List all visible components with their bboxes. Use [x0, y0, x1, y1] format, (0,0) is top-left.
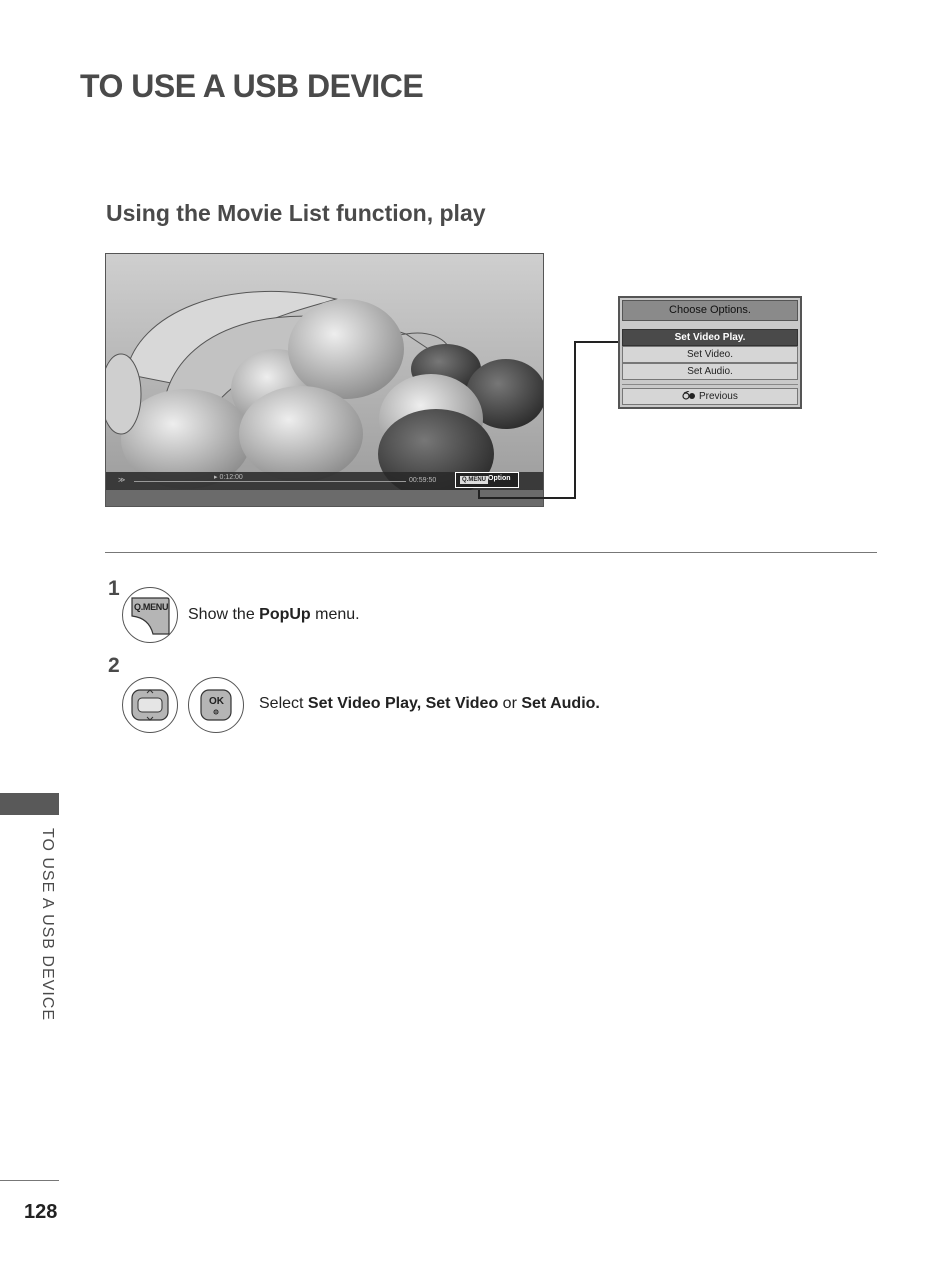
- qmenu-key-icon: [123, 588, 177, 642]
- nav-arrows-remote-button: [122, 677, 178, 733]
- option-label: Option: [488, 475, 511, 482]
- qmenu-remote-button: [122, 587, 178, 643]
- chapter-tab-marker: [0, 793, 59, 815]
- total-time: 00:59:50: [409, 477, 437, 484]
- step-2-text: [259, 695, 600, 713]
- step-2-text-pre: Select: [259, 695, 308, 712]
- menu-previous-button[interactable]: [622, 388, 798, 405]
- step-1-text-pre: Show the: [188, 606, 260, 623]
- page-number: 128: [24, 1201, 58, 1223]
- menu-item-set-video[interactable]: Set Video.: [622, 346, 798, 363]
- popup-menu: [618, 296, 802, 409]
- ok-remote-button: [188, 677, 244, 733]
- screen-bottom-strip: [106, 490, 543, 506]
- option-button[interactable]: [455, 472, 519, 488]
- qmenu-key-label: Q.MENU: [134, 602, 169, 612]
- skip-icon: ≫: [118, 477, 126, 484]
- up-down-arrows-icon: [123, 678, 177, 732]
- step-2-text-bold-1: Set Video Play, Set Video: [307, 695, 499, 712]
- step-1-text: [188, 606, 360, 624]
- menu-item-set-audio[interactable]: Set Audio.: [622, 363, 798, 380]
- back-icon: [682, 391, 696, 400]
- step-1-text-bold: PopUp: [259, 606, 311, 623]
- page-number-rule: [0, 1180, 59, 1181]
- step-2-text-bold-2: Set Audio.: [521, 695, 600, 712]
- playback-bar: [106, 472, 543, 490]
- step-2-number: 2: [108, 654, 120, 677]
- menu-previous-label: Previous: [698, 391, 738, 402]
- page-title: TO USE A USB DEVICE: [80, 68, 424, 104]
- menu-item-set-video-play[interactable]: Set Video Play.: [622, 329, 798, 346]
- step-2-text-mid: or: [498, 695, 522, 712]
- section-title: Using the Movie List function, play: [106, 200, 486, 226]
- menu-divider: [622, 384, 798, 385]
- elapsed-time: ▸ 0:12:00: [214, 474, 243, 481]
- tv-screen-illustration: [105, 253, 544, 507]
- section-divider: [105, 552, 877, 553]
- ok-key-label: OK: [209, 696, 224, 707]
- fruit-photo: [106, 254, 543, 506]
- step-1-number: 1: [108, 577, 120, 600]
- step-1-text-post: menu.: [310, 606, 360, 623]
- popup-menu-header: Choose Options.: [622, 300, 798, 321]
- qmenu-chip: Q.MENU: [462, 477, 486, 483]
- chapter-side-label: TO USE A USB DEVICE: [39, 828, 56, 1021]
- progress-track: [134, 481, 406, 482]
